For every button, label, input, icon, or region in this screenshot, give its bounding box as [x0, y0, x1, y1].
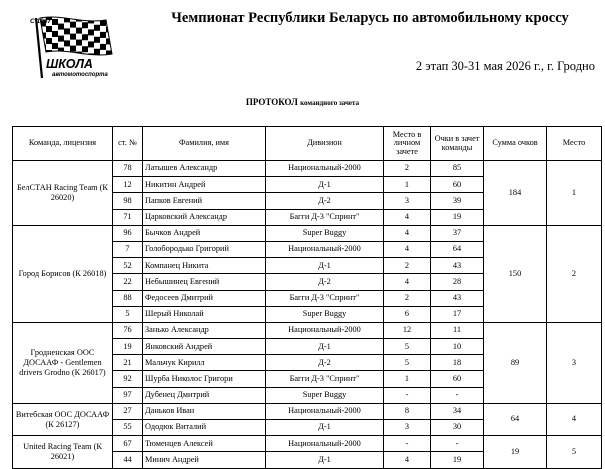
- team-points-cell: 17: [431, 306, 484, 322]
- col-start-no: ст. №: [113, 127, 143, 161]
- team-points-cell: 43: [431, 258, 484, 274]
- team-points-cell: 19: [431, 452, 484, 468]
- division-cell: Д-1: [266, 339, 384, 355]
- division-cell: Багги Д-3 "Спринт": [266, 371, 384, 387]
- driver-name-cell: Мальчук Кирилл: [143, 355, 266, 371]
- start-number-cell: 27: [113, 403, 143, 419]
- driver-name-cell: Голобородько Григорий: [143, 241, 266, 257]
- start-number-cell: 12: [113, 177, 143, 193]
- personal-place-cell: 4: [384, 274, 431, 290]
- team-points-cell: 60: [431, 371, 484, 387]
- driver-name-cell: Минич Андрей: [143, 452, 266, 468]
- col-sum: Сумма очков: [484, 127, 547, 161]
- table-row: [13, 225, 602, 241]
- checkered-flag-icon: [22, 14, 124, 80]
- team-points-cell: 19: [431, 209, 484, 225]
- start-number-cell: 67: [113, 436, 143, 452]
- team-sum-cell: 19: [484, 436, 547, 468]
- team-points-cell: -: [431, 436, 484, 452]
- team-place-cell: 2: [547, 225, 602, 322]
- start-number-cell: 76: [113, 322, 143, 338]
- personal-place-cell: 2: [384, 161, 431, 177]
- table-row: [13, 322, 602, 338]
- table-header-row: [13, 127, 602, 161]
- driver-name-cell: Царковский Александр: [143, 209, 266, 225]
- division-cell: Д-1: [266, 177, 384, 193]
- col-team: Команда, лицензия: [13, 127, 113, 161]
- team-sum-cell: 64: [484, 403, 547, 435]
- team-name-cell: Город Борисов (К 26018): [13, 225, 113, 322]
- start-number-cell: 19: [113, 339, 143, 355]
- division-cell: Super Buggy: [266, 387, 384, 403]
- personal-place-cell: -: [384, 436, 431, 452]
- team-name-cell: Гродненская ООС ДОСААФ - Gentlemen drivers Grodno (К 26017): [13, 322, 113, 403]
- start-number-cell: 52: [113, 258, 143, 274]
- personal-place-cell: 4: [384, 241, 431, 257]
- team-name-cell: БелСТАН Racing Team (К 26020): [13, 161, 113, 226]
- start-number-cell: 78: [113, 161, 143, 177]
- team-sum-cell: 184: [484, 161, 547, 226]
- personal-place-cell: 12: [384, 322, 431, 338]
- personal-place-cell: 3: [384, 193, 431, 209]
- start-number-cell: 21: [113, 355, 143, 371]
- stage-info: 2 этап 30-31 мая 2026 г., г. Гродно: [415, 59, 595, 73]
- driver-name-cell: Шерый Николай: [143, 306, 266, 322]
- division-cell: Д-2: [266, 193, 384, 209]
- driver-name-cell: Занько Александр: [143, 322, 266, 338]
- personal-place-cell: -: [384, 387, 431, 403]
- team-points-cell: 28: [431, 274, 484, 290]
- school-logo: [22, 14, 124, 80]
- page-title: Чемпионат Республики Беларусь по автомобильному кроссу: [171, 10, 569, 26]
- table-row: [13, 403, 602, 419]
- team-points-cell: 64: [431, 241, 484, 257]
- start-number-cell: 88: [113, 290, 143, 306]
- personal-place-cell: 4: [384, 452, 431, 468]
- driver-name-cell: Федосеев Дмитрий: [143, 290, 266, 306]
- driver-name-cell: Янковский Андрей: [143, 339, 266, 355]
- logo-subtitle: автомотоспорта: [52, 72, 108, 78]
- start-number-cell: 44: [113, 452, 143, 468]
- team-points-cell: 18: [431, 355, 484, 371]
- start-number-cell: 22: [113, 274, 143, 290]
- division-cell: Д-1: [266, 452, 384, 468]
- division-cell: Super Buggy: [266, 306, 384, 322]
- division-cell: Д-2: [266, 355, 384, 371]
- start-number-cell: 98: [113, 193, 143, 209]
- division-cell: Национальный-2000: [266, 436, 384, 452]
- team-points-cell: 60: [431, 177, 484, 193]
- personal-place-cell: 5: [384, 339, 431, 355]
- personal-place-cell: 2: [384, 258, 431, 274]
- col-name: Фамилия, имя: [143, 127, 266, 161]
- driver-name-cell: Латышев Александр: [143, 161, 266, 177]
- table-row: [13, 436, 602, 452]
- team-points-cell: 43: [431, 290, 484, 306]
- team-points-cell: 11: [431, 322, 484, 338]
- team-sum-cell: 150: [484, 225, 547, 322]
- start-number-cell: 96: [113, 225, 143, 241]
- division-cell: Д-1: [266, 258, 384, 274]
- start-number-cell: 92: [113, 371, 143, 387]
- division-cell: Национальный-2000: [266, 241, 384, 257]
- team-points-cell: 10: [431, 339, 484, 355]
- division-cell: Национальный-2000: [266, 322, 384, 338]
- personal-place-cell: 1: [384, 371, 431, 387]
- team-points-cell: 85: [431, 161, 484, 177]
- division-cell: Super Buggy: [266, 225, 384, 241]
- col-team-points: Очки в зачет команды: [431, 127, 484, 161]
- personal-place-cell: 3: [384, 420, 431, 436]
- table-row: [13, 161, 602, 177]
- col-division: Дивизион: [266, 127, 384, 161]
- personal-place-cell: 1: [384, 177, 431, 193]
- personal-place-cell: 6: [384, 306, 431, 322]
- col-personal-place: Место в личном зачете: [384, 127, 431, 161]
- team-place-cell: 5: [547, 436, 602, 468]
- division-cell: Д-2: [266, 274, 384, 290]
- division-cell: Багги Д-3 "Спринт": [266, 290, 384, 306]
- logo-brand: ШКОЛА: [46, 57, 93, 71]
- team-points-cell: 30: [431, 420, 484, 436]
- division-cell: Национальный-2000: [266, 403, 384, 419]
- personal-place-cell: 2: [384, 290, 431, 306]
- start-number-cell: 7: [113, 241, 143, 257]
- team-points-cell: 34: [431, 403, 484, 419]
- driver-name-cell: Бычков Андрей: [143, 225, 266, 241]
- team-points-cell: 39: [431, 193, 484, 209]
- logo-year: С 1967: [30, 18, 51, 25]
- personal-place-cell: 5: [384, 355, 431, 371]
- driver-name-cell: Дубенец Дмитрий: [143, 387, 266, 403]
- driver-name-cell: Папков Евгений: [143, 193, 266, 209]
- driver-name-cell: Компанец Никита: [143, 258, 266, 274]
- driver-name-cell: Тюменцев Алексей: [143, 436, 266, 452]
- team-name-cell: United Racing Team (К 26021): [13, 436, 113, 468]
- col-place: Место: [547, 127, 602, 161]
- division-cell: Багги Д-3 "Спринт": [266, 209, 384, 225]
- start-number-cell: 55: [113, 420, 143, 436]
- protocol-heading: [0, 97, 605, 107]
- division-cell: Д-1: [266, 420, 384, 436]
- division-cell: Национальный-2000: [266, 161, 384, 177]
- protocol-title: ПРОТОКОЛ: [245, 97, 298, 107]
- personal-place-cell: 8: [384, 403, 431, 419]
- personal-place-cell: 4: [384, 209, 431, 225]
- personal-place-cell: 4: [384, 225, 431, 241]
- team-points-cell: 37: [431, 225, 484, 241]
- team-standings-table: [12, 126, 602, 469]
- team-place-cell: 1: [547, 161, 602, 226]
- driver-name-cell: Даньков Иван: [143, 403, 266, 419]
- driver-name-cell: Шурба Николос Григори: [143, 371, 266, 387]
- team-place-cell: 3: [547, 322, 602, 403]
- start-number-cell: 97: [113, 387, 143, 403]
- driver-name-cell: Ододюк Виталий: [143, 420, 266, 436]
- team-points-cell: -: [431, 387, 484, 403]
- team-place-cell: 4: [547, 403, 602, 435]
- start-number-cell: 71: [113, 209, 143, 225]
- driver-name-cell: Никитин Андрей: [143, 177, 266, 193]
- protocol-subtitle: командного зачета: [300, 99, 360, 107]
- start-number-cell: 5: [113, 306, 143, 322]
- driver-name-cell: Небышинец Евгений: [143, 274, 266, 290]
- team-sum-cell: 89: [484, 322, 547, 403]
- team-name-cell: Витебская ООС ДОСААФ (К 26127): [13, 403, 113, 435]
